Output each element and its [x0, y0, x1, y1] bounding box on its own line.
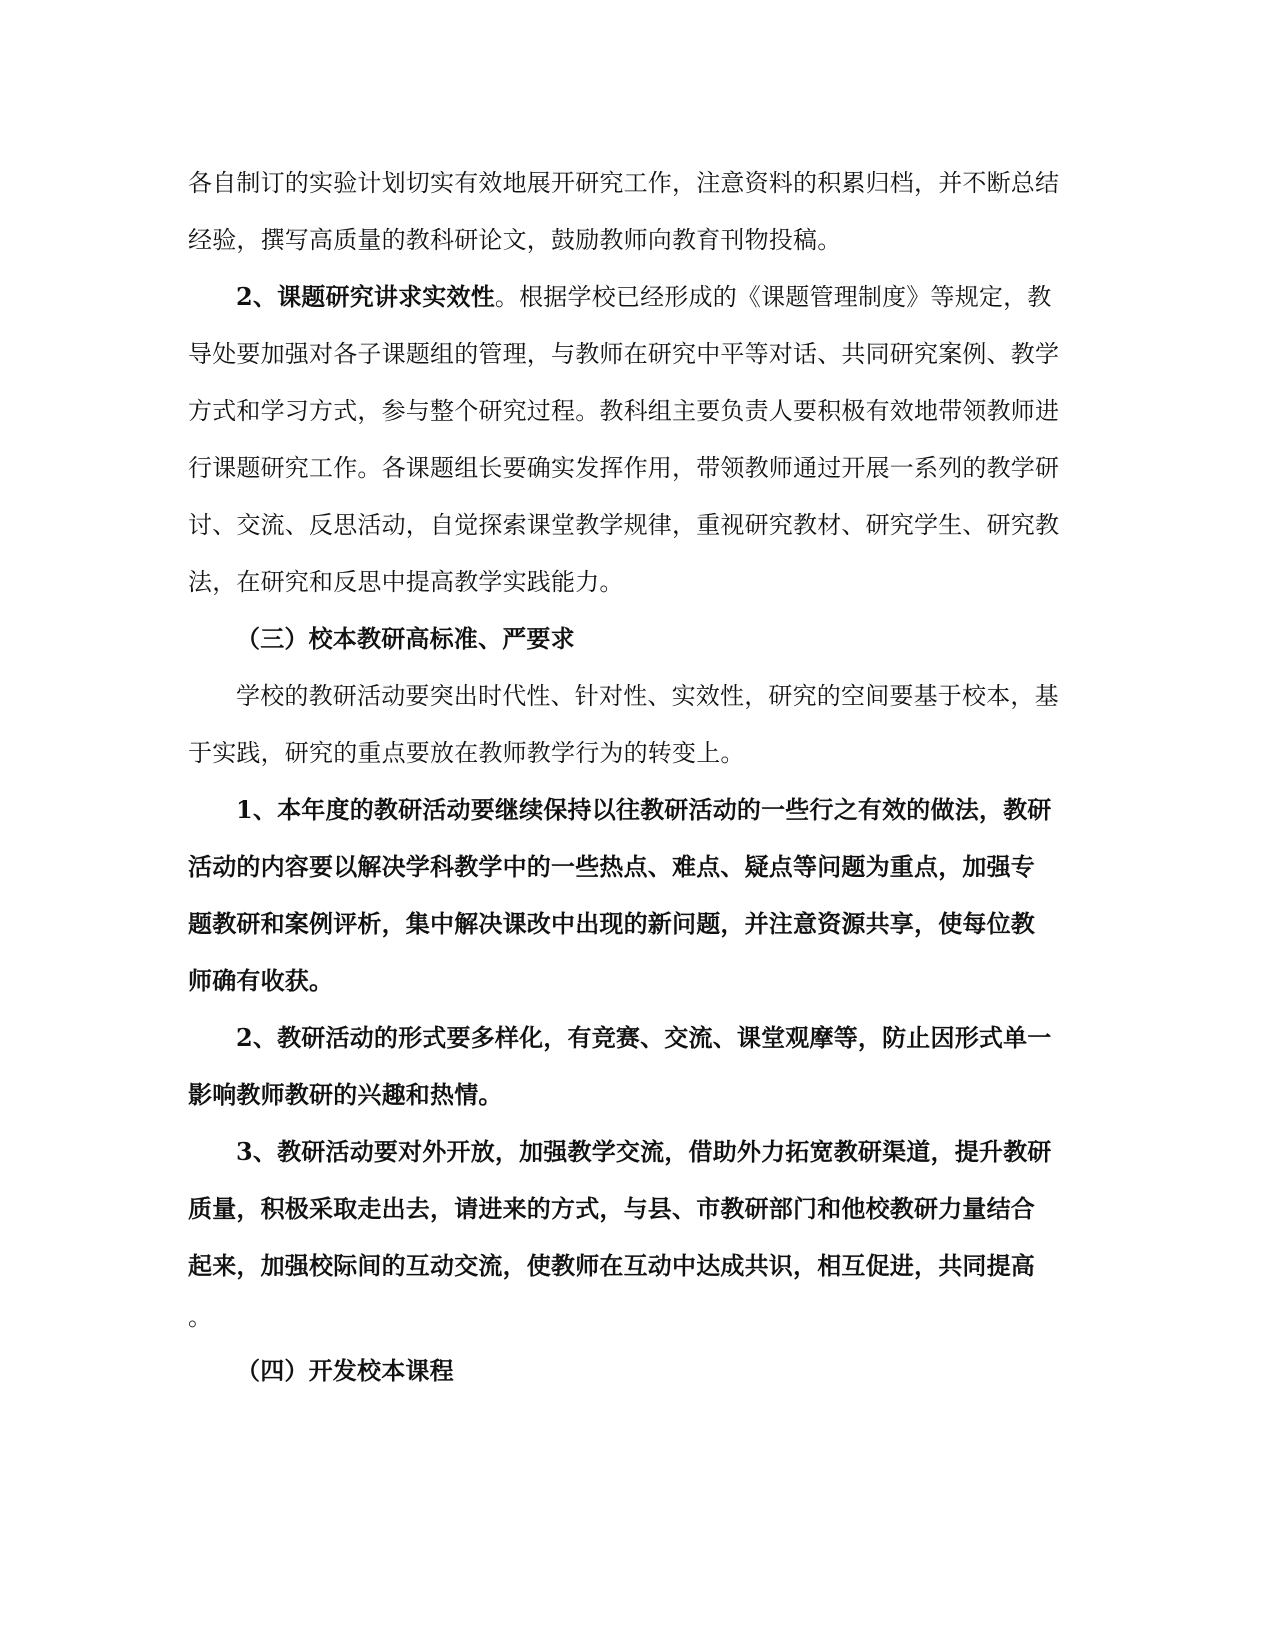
paragraph-line: 导处要加强对各子课题组的管理，与教师在研究中平等对话、共同研究案例、教学	[188, 340, 1060, 368]
paragraph-line: 2、教研活动的形式要多样化，有竞赛、交流、课堂观摩等，防止因形式单一	[236, 1023, 1052, 1052]
paragraph-line	[236, 282, 1052, 312]
paragraph-line: 各自制订的实验计划切实有效地展开研究工作，注意资料的积累归档，并不断总结	[188, 169, 1060, 197]
section-heading: （四）开发校本课程	[236, 1356, 454, 1385]
paragraph-line: 于实践，研究的重点要放在教师教学行为的转变上。	[188, 739, 745, 767]
paragraph-line: 方式和学习方式，参与整个研究过程。教科组主要负责人要积极有效地带领教师进	[188, 397, 1060, 425]
paragraph-line: 讨、交流、反思活动，自觉探索课堂教学规律，重视研究教材、研究学生、研究教	[188, 511, 1060, 539]
paragraph-line: 学校的教研活动要突出时代性、针对性、实效性，研究的空间要基于校本，基	[236, 682, 1059, 710]
subheading-inline: 2、课题研究讲求实效性	[236, 282, 495, 311]
paragraph-line: 1、本年度的教研活动要继续保持以往教研活动的一些行之有效的做法，教研	[236, 795, 1052, 824]
paragraph-line: 3、教研活动要对外开放，加强教学交流，借助外力拓宽教研渠道，提升教研	[236, 1137, 1052, 1166]
paragraph-line: 起来，加强校际间的互动交流，使教师在互动中达成共识，相互促进，共同提高	[188, 1251, 1035, 1280]
paragraph-line: 经验，撰写高质量的教科研论文，鼓励教师向教育刊物投稿。	[188, 226, 842, 254]
paragraph-line: 行课题研究工作。各课题组长要确实发挥作用，带领教师通过开展一系列的教学研	[188, 454, 1060, 482]
paragraph-line: 师确有收获。	[188, 966, 334, 995]
paragraph-line: 质量，积极采取走出去，请进来的方式，与县、市教研部门和他校教研力量结合	[188, 1194, 1035, 1223]
paragraph-line: 题教研和案例评析，集中解决课改中出现的新问题，并注意资源共享，使每位教	[188, 909, 1035, 938]
paragraph-line: 法，在研究和反思中提高教学实践能力。	[188, 568, 624, 596]
paragraph-line: 。	[188, 1303, 213, 1331]
paragraph-line: 影响教师教研的兴趣和热情。	[188, 1080, 503, 1109]
paragraph-line: 活动的内容要以解决学科教学中的一些热点、难点、疑点等问题为重点，加强专	[188, 852, 1035, 881]
section-heading: （三）校本教研高标准、严要求	[236, 624, 575, 653]
paragraph-text: 。根据学校已经形成的《课题管理制度》等规定，教	[494, 283, 1052, 311]
